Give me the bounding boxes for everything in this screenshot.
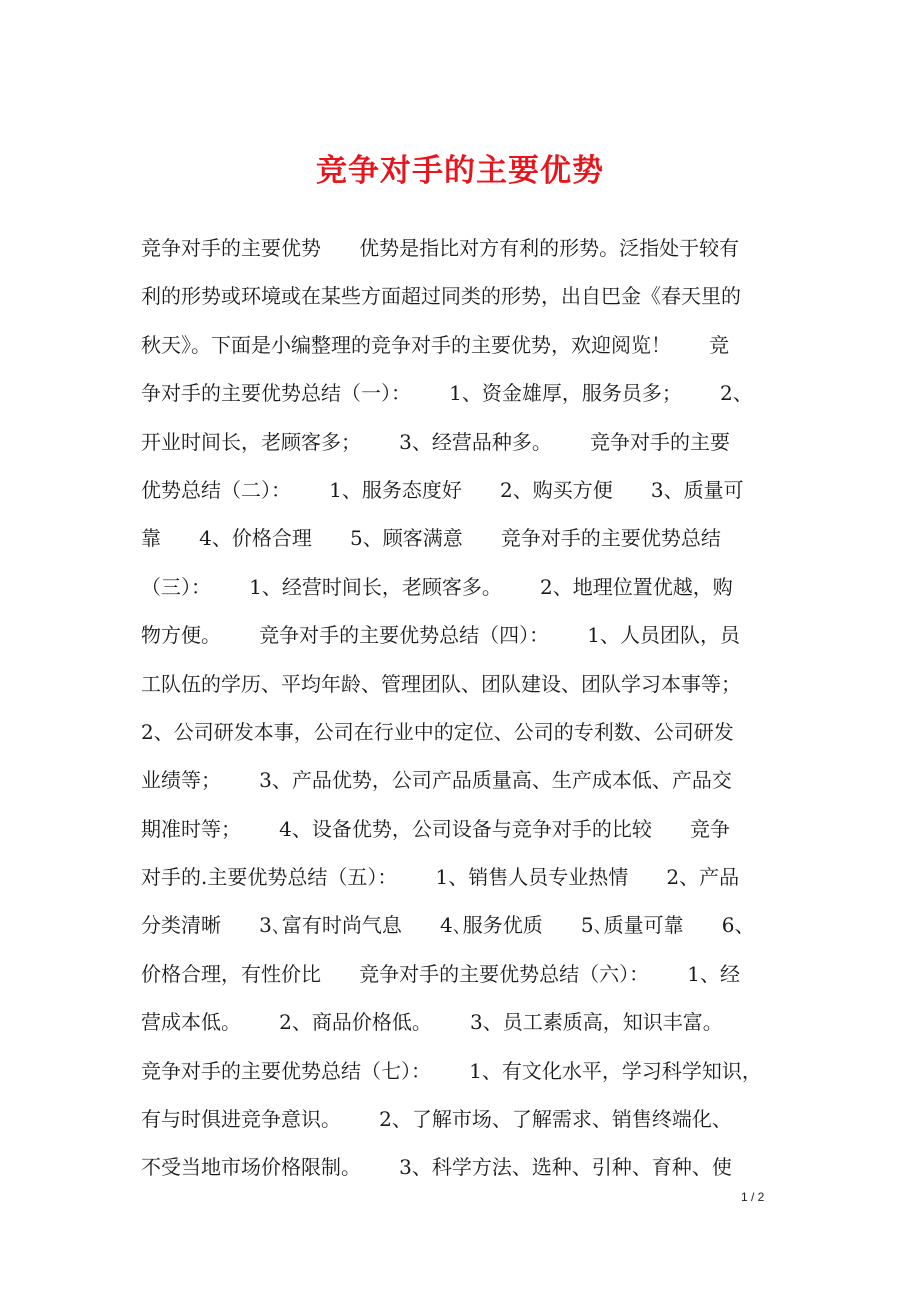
body-line: 工队伍的学历、平均年龄、管理团队、团队建设、团队学习本事等； <box>141 671 741 696</box>
body-line: 秋天》。下面是小编整理的竞争对手的主要优势，欢迎阅览！ 竞 <box>141 332 730 357</box>
page-number: 1 / 2 <box>741 1190 765 1204</box>
body-line: 利的形势或环境或在某些方面超过同类的形势，出自巴金《春天里的 <box>141 284 741 309</box>
body-line: 有与时俱进竞争意识。 2、了解市场、了解需求、销售终端化、 <box>141 1107 732 1132</box>
body-line: 期准时等； 4、设备优势，公司设备与竞争对手的比较 竞争 <box>141 816 731 841</box>
body-line: 2、公司研发本事，公司在行业中的定位、公司的专利数、公司研发 <box>141 719 734 744</box>
body-line: 优势总结（二）： 1、服务态度好 2、购买方便 3、质量可 <box>141 477 744 502</box>
body-line: 竞争对手的主要优势 优势是指比对方有利的形势。泛指处于较有 <box>141 236 740 260</box>
body-line: 不受当地市场价格限制。 3、科学方法、选种、引种、育种、使 <box>141 1155 732 1180</box>
body-line: 业绩等； 3、产品优势，公司产品质量高、生产成本低、产品交 <box>141 768 732 793</box>
document-body <box>141 224 781 1192</box>
body-line: 物方便。 竞争对手的主要优势总结（四）： 1、人员团队，员 <box>141 623 741 648</box>
body-line: 竞争对手的主要优势总结（七）： 1、有文化水平，学习科学知识， <box>141 1058 762 1083</box>
body-line: 争对手的主要优势总结（一）： 1、资金雄厚，服务员多； 2、 <box>141 381 753 406</box>
body-line: 分类清晰 3､富有时尚气息 4､服务优质 5､质量可靠 6、 <box>141 913 755 938</box>
body-line: 价格合理，有性价比 竞争对手的主要优势总结（六）： 1、经 <box>141 961 741 986</box>
body-line: 对手的.主要优势总结（五）： 1、销售人员专业热情 2、产品 <box>141 865 740 890</box>
document-title: 竞争对手的主要优势 <box>316 153 604 189</box>
body-line: 靠 4、价格合理 5、顾客满意 竞争对手的主要优势总结 <box>141 526 721 551</box>
body-line: 营成本低。 2、商品价格低。 3、员工素质高，知识丰富。 <box>141 1010 723 1035</box>
body-line: （三）： 1、经营时间长，老顾客多。 2、地理位置优越，购 <box>141 574 733 599</box>
body-line: 开业时间长，老顾客多； 3、经营品种多。 竞争对手的主要 <box>141 429 731 454</box>
